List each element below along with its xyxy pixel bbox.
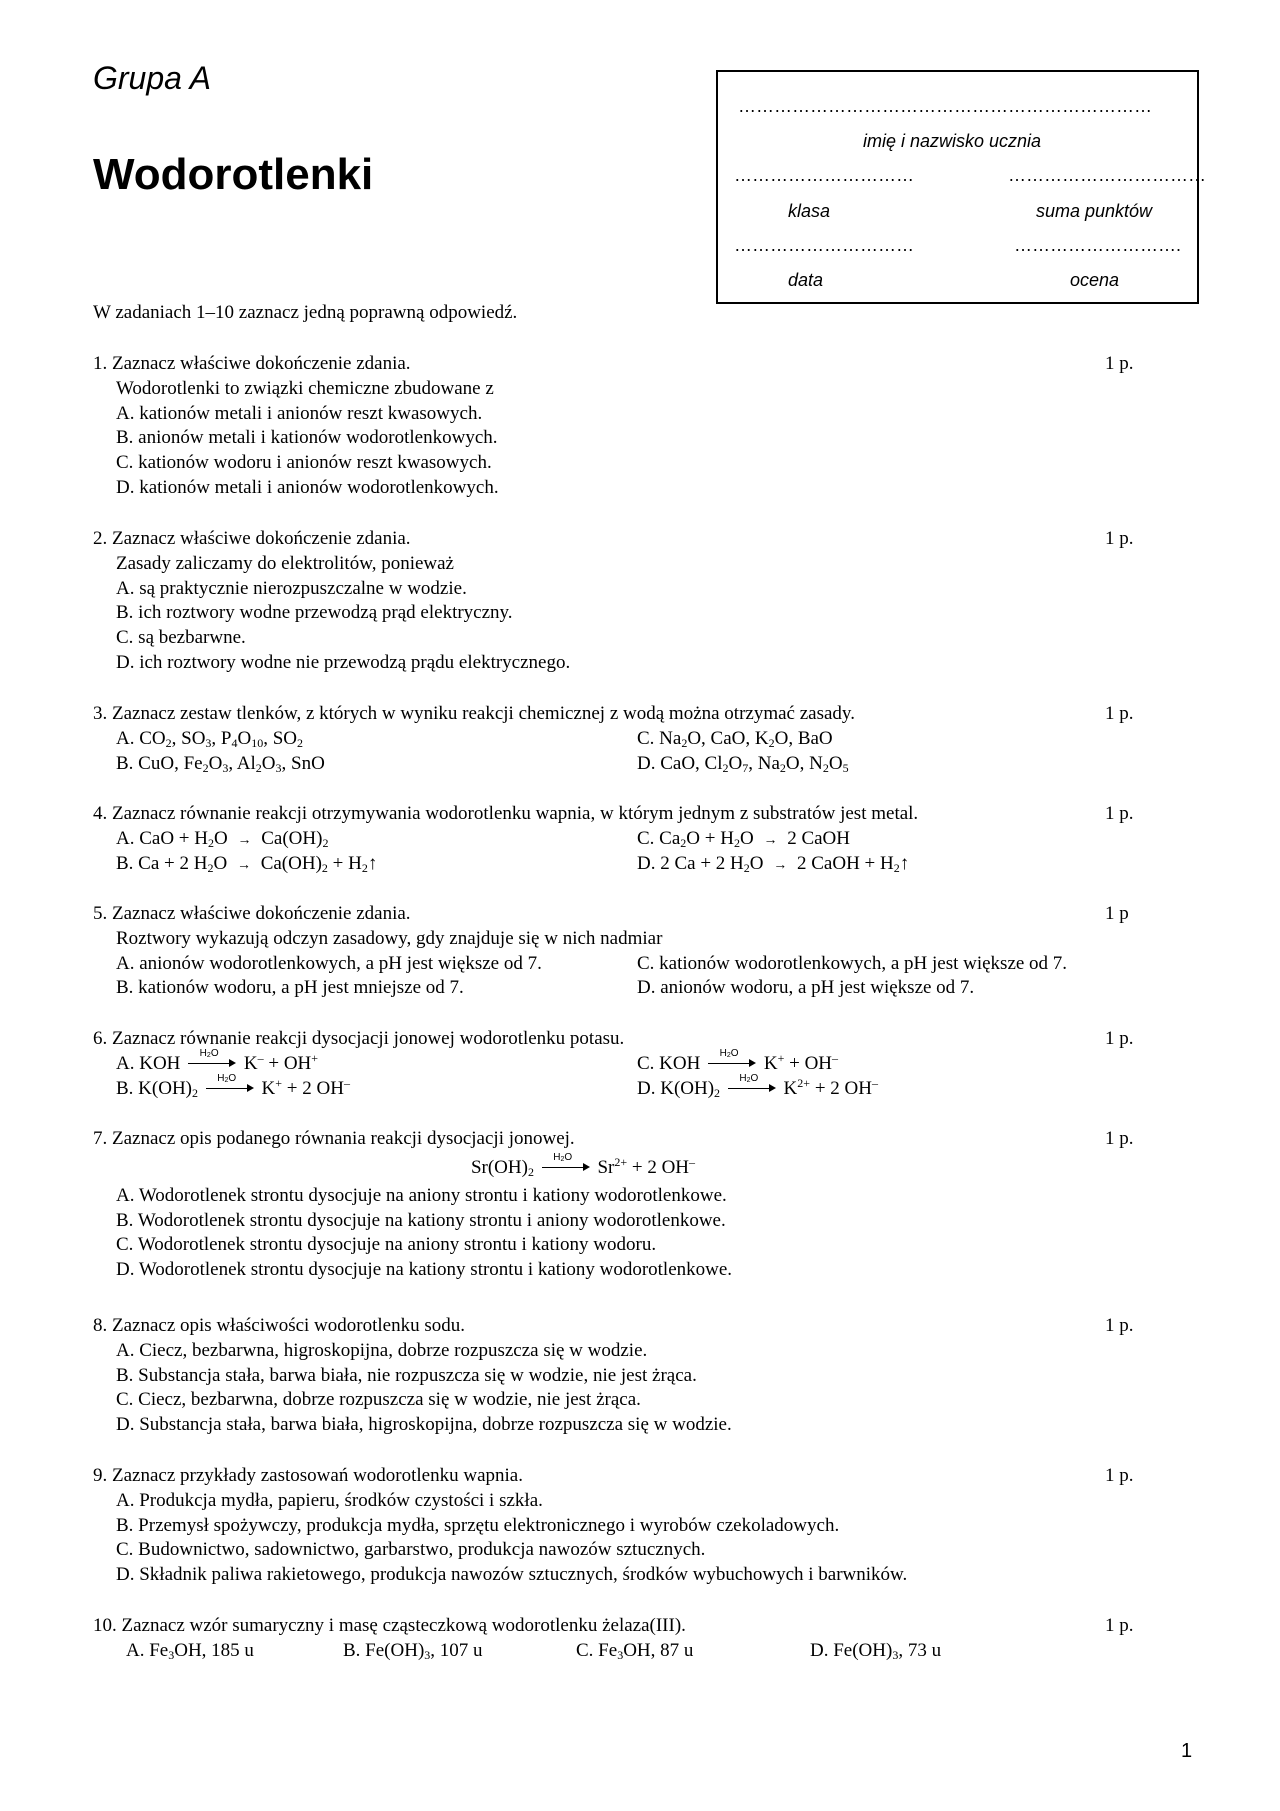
reaction-arrow-icon: $H_2O$ xyxy=(708,1054,756,1068)
answer-b[interactable]: B. kationów wodoru, a pH jest mniejsze od 7. xyxy=(116,977,464,999)
question-7 xyxy=(93,1127,1143,1283)
answer-a[interactable]: A. anionów wodorotlenkowych, a pH jest większe od 7. xyxy=(116,952,542,974)
answer-d[interactable]: D. 2 Ca + 2 $H_2O \to 2$ CaOH + $H_2↑$ xyxy=(637,852,910,875)
question-points: 1 p. xyxy=(1105,353,1134,374)
answer-a[interactable]: A. KOH $H_2O$ K– + OH+ xyxy=(116,1047,319,1074)
answer-b[interactable]: B. anionów metali i kationów wodorotlenkowych. xyxy=(116,427,498,449)
answer-c[interactable]: C. KOH $H_2O$ K+ + OH– xyxy=(637,1047,839,1074)
answer-a[interactable]: A. Ciecz, bezbarwna, higroskopijna, dobrze rozpuszcza się w wodzie. xyxy=(116,1339,648,1361)
answer-c[interactable]: C. kationów wodorotlenkowych, a pH jest większe od 7. xyxy=(637,952,1068,974)
reaction-arrow-icon: $H_2O$ xyxy=(542,1158,590,1172)
answer-a[interactable]: A. $Fe_3OH$, 185 u xyxy=(126,1639,254,1662)
grade-dots: ………………………. xyxy=(1014,235,1182,255)
question-lead: Zasady zaliczamy do elektrolitów, ponieważ xyxy=(116,552,454,574)
question-stem: 10. Zaznacz wzór sumaryczny i masę cząsteczkową wodorotlenku żelaza(III). xyxy=(93,1615,686,1636)
answer-d[interactable]: D. anionów wodoru, a pH jest większe od 7. xyxy=(637,977,975,999)
answer-b[interactable]: B. Substancja stała, barwa biała, nie rozpuszcza się w wodzie, nie jest żrąca. xyxy=(116,1364,697,1386)
question-stem: 1. Zaznacz właściwe dokończenie zdania. xyxy=(93,353,411,374)
answer-c[interactable]: C. $Ca_2O + H_2O \to 2$ CaOH xyxy=(637,827,850,850)
answer-d[interactable]: D. $K(OH)_2$ $H_2O$ $K^{2+} + 2$ OH– xyxy=(637,1072,878,1100)
class-label: klasa xyxy=(788,201,831,221)
question-stem: 2. Zaznacz właściwe dokończenie zdania. xyxy=(93,528,411,549)
answer-d[interactable]: D. $Fe(OH)_3$, 73 u xyxy=(810,1639,942,1662)
question-stem: 3. Zaznacz zestaw tlenków, z których w wyniku reakcji chemicznej z wodą można otrzymać zasady. xyxy=(93,703,855,724)
answer-d[interactable]: D. Substancja stała, barwa biała, higroskopijna, dobrze rozpuszcza się w wodzie. xyxy=(116,1414,732,1436)
date-label: data xyxy=(788,270,824,290)
answer-d[interactable]: D. ich roztwory wodne nie przewodzą prądu elektrycznego. xyxy=(116,651,571,673)
question-stem: 9. Zaznacz przykłady zastosowań wodorotlenku wapnia. xyxy=(93,1465,523,1486)
question-9 xyxy=(93,1464,1143,1588)
student-info-box xyxy=(716,70,1206,304)
question-points: 1 p. xyxy=(1105,528,1134,549)
question-points: 1 p. xyxy=(1105,1465,1134,1486)
question-points: 1 p. xyxy=(1105,803,1134,824)
answer-a[interactable]: A. są praktycznie nierozpuszczalne w wodzie. xyxy=(116,577,467,599)
question-3 xyxy=(93,702,1143,776)
reaction-arrow-icon: $H_2O$ xyxy=(728,1079,776,1093)
question-points: 1 p. xyxy=(1105,703,1134,724)
question-lead: Wodorotlenki to związki chemiczne zbudowane z xyxy=(116,377,494,399)
answer-b[interactable]: B. ich roztwory wodne przewodzą prąd elektryczny. xyxy=(116,602,513,624)
question-stem: 8. Zaznacz opis właściwości wodorotlenku sodu. xyxy=(93,1315,465,1336)
answer-a[interactable]: A. Produkcja mydła, papieru, środków czystości i szkła. xyxy=(116,1489,543,1511)
grade-label: ocena xyxy=(1070,270,1120,290)
answer-c[interactable]: C. kationów wodoru i anionów reszt kwasowych. xyxy=(116,452,492,474)
dissociation-equation: $Sr(OH)_2$ $H_2O$ $Sr^{2+} + 2$ OH– xyxy=(470,1151,696,1179)
answer-c[interactable]: C. $Na_2O$, CaO, $K_2O$, BaO xyxy=(637,727,833,750)
question-5 xyxy=(93,902,1143,1001)
question-points: 1 p. xyxy=(1105,1615,1134,1636)
answer-d[interactable]: D. Składnik paliwa rakietowego, produkcja nawozów sztucznych, środków wybuchowych i barwników. xyxy=(116,1564,908,1586)
answer-c[interactable]: C. Ciecz, bezbarwna, dobrze rozpuszcza się w wodzie, nie jest żrąca. xyxy=(116,1389,641,1411)
answer-a[interactable]: A. Wodorotlenek strontu dysocjuje na aniony strontu i kationy wodorotlenkowe. xyxy=(116,1184,727,1206)
instruction: W zadaniach 1–10 zaznacz jedną poprawną odpowiedź. xyxy=(93,302,518,323)
answer-b[interactable]: B. CuO, $Fe_2O_3$, $Al_2O_3$, SnO xyxy=(116,752,325,775)
question-points: 1 p xyxy=(1105,903,1129,924)
question-points: 1 p. xyxy=(1105,1128,1134,1149)
answer-b[interactable]: B. $K(OH)_2$ $H_2O$ K+ + 2 OH– xyxy=(116,1072,350,1100)
points-dots: …………………………… xyxy=(1008,165,1206,185)
question-lead: Roztwory wykazują odczyn zasadowy, gdy znajduje się w nich nadmiar xyxy=(116,927,663,949)
name-label: imię i nazwisko ucznia xyxy=(863,131,1042,151)
question-10 xyxy=(93,1614,1143,1664)
answer-b[interactable]: B. Ca + 2 $H_2O \to Ca(OH)_2$ + $H_2↑$ xyxy=(116,852,378,875)
question-stem: 7. Zaznacz opis podanego równania reakcji dysocjacji jonowej. xyxy=(93,1128,575,1149)
answer-d[interactable]: D. Wodorotlenek strontu dysocjuje na kationy strontu i kationy wodorotlenkowe. xyxy=(116,1259,733,1281)
answer-b[interactable]: B. $Fe(OH)_3$, 107 u xyxy=(343,1639,483,1662)
page-number: 1 xyxy=(1181,1740,1193,1762)
answer-d[interactable]: D. CaO, $Cl_2O_7$, $Na_2O$, $N_2O_5$ xyxy=(637,752,849,775)
reaction-arrow-icon: $H_2O$ xyxy=(206,1079,254,1093)
question-points: 1 p. xyxy=(1105,1028,1134,1049)
answer-c[interactable]: C. $Fe_3OH$, 87 u xyxy=(576,1639,694,1662)
class-dots: ………………………… xyxy=(734,165,914,185)
group-label: Grupa A xyxy=(93,60,211,96)
question-1 xyxy=(93,352,1143,501)
date-dots: ………………………… xyxy=(734,235,914,255)
answer-b[interactable]: B. Przemysł spożywczy, produkcja mydła, sprzętu elektronicznego i wyrobów czekoladowych. xyxy=(116,1514,840,1536)
question-2 xyxy=(93,527,1143,676)
points-label: suma punktów xyxy=(1036,201,1153,221)
question-stem: 5. Zaznacz właściwe dokończenie zdania. xyxy=(93,903,411,924)
question-stem: 6. Zaznacz równanie reakcji dysocjacji jonowej wodorotlenku potasu. xyxy=(93,1028,625,1049)
answer-a[interactable]: A. $CO_2$, $SO_3$, $P_4O_{10}$, $SO_2$ xyxy=(116,727,304,750)
name-dots: …………………………………………………………… xyxy=(738,96,1152,116)
answer-c[interactable]: C. Wodorotlenek strontu dysocjuje na aniony strontu i kationy wodoru. xyxy=(116,1234,657,1256)
page-title: Wodorotlenki xyxy=(93,150,374,199)
question-points: 1 p. xyxy=(1105,1315,1134,1336)
question-4 xyxy=(93,802,1143,876)
answer-b[interactable]: B. Wodorotlenek strontu dysocjuje na kationy strontu i aniony wodorotlenkowe. xyxy=(116,1209,726,1231)
answer-a[interactable]: A. kationów metali i anionów reszt kwasowych. xyxy=(116,402,483,424)
question-6 xyxy=(93,1027,1143,1101)
question-8 xyxy=(93,1314,1143,1438)
answer-c[interactable]: C. Budownictwo, sadownictwo, garbarstwo, produkcja nawozów sztucznych. xyxy=(116,1539,706,1561)
answer-a[interactable]: A. CaO + $H_2O \to Ca(OH)_2$ xyxy=(116,827,329,850)
question-stem: 4. Zaznacz równanie reakcji otrzymywania wodorotlenku wapnia, w którym jednym z substratów jest metal. xyxy=(93,803,919,824)
reaction-arrow-icon: $H_2O$ xyxy=(188,1054,236,1068)
answer-c[interactable]: C. są bezbarwne. xyxy=(116,627,246,649)
answer-d[interactable]: D. kationów metali i anionów wodorotlenkowych. xyxy=(116,476,499,498)
